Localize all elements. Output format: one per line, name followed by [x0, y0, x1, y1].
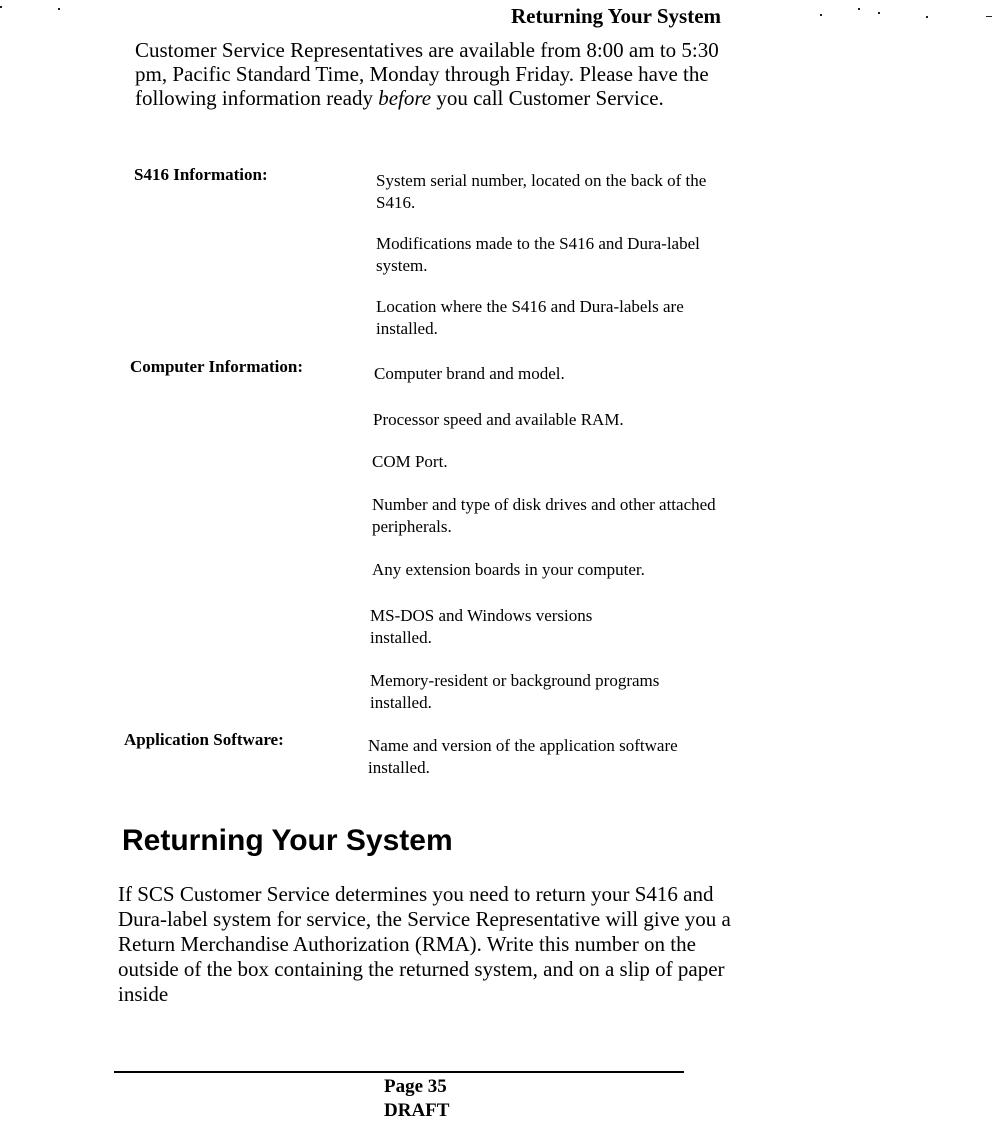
footer-divider: [114, 1071, 684, 1073]
intro-emphasis: before: [378, 86, 432, 110]
group-label-application: Application Software:: [124, 730, 284, 749]
list-item: System serial number, located on the back of the S416.: [376, 171, 707, 212]
scan-speck: [986, 16, 992, 17]
scan-speck: [926, 16, 928, 18]
section-paragraph: If SCS Customer Service determines you need to return your S416 and Dura-label system for service, the Service Representative will give you a Return Merchandise Authorization (RMA). Write this number on the outside of the box containing the returned system, and on a slip of paper inside: [118, 882, 731, 1006]
scan-speck: [878, 12, 880, 14]
scan-speck: [858, 8, 860, 10]
list-item: Modifications made to the S416 and Dura-label system.: [376, 234, 700, 275]
intro-paragraph: [135, 38, 745, 110]
draft-label: DRAFT: [384, 1100, 450, 1121]
group-label-s416: S416 Information:: [134, 165, 268, 184]
intro-text-end: you call Customer Service.: [431, 86, 664, 110]
list-item: Processor speed and available RAM.: [373, 410, 624, 429]
list-item: Location where the S416 and Dura-labels are installed.: [376, 297, 684, 338]
list-item: Number and type of disk drives and other attached peripherals.: [372, 495, 716, 536]
list-item: COM Port.: [372, 452, 448, 471]
scan-speck: [58, 8, 60, 10]
intro-text-start: Customer Service Representatives are available from 8:00 am to 5:30 pm, Pacific Standard Time, Monday through Friday. Please have the following information ready: [135, 38, 719, 110]
group-label-computer: Computer Information:: [130, 357, 303, 376]
list-item: Computer brand and model.: [374, 364, 565, 383]
scan-speck: [820, 14, 822, 16]
list-item: Memory-resident or background programs installed.: [370, 671, 660, 712]
running-header: Returning Your System: [511, 4, 722, 28]
page-number: Page 35: [384, 1076, 447, 1097]
list-item: Name and version of the application software installed.: [368, 736, 678, 777]
list-item: Any extension boards in your computer.: [372, 560, 645, 579]
section-heading: Returning Your System: [122, 824, 453, 857]
scan-speck: [0, 6, 2, 8]
list-item: MS-DOS and Windows versions installed.: [370, 606, 593, 647]
